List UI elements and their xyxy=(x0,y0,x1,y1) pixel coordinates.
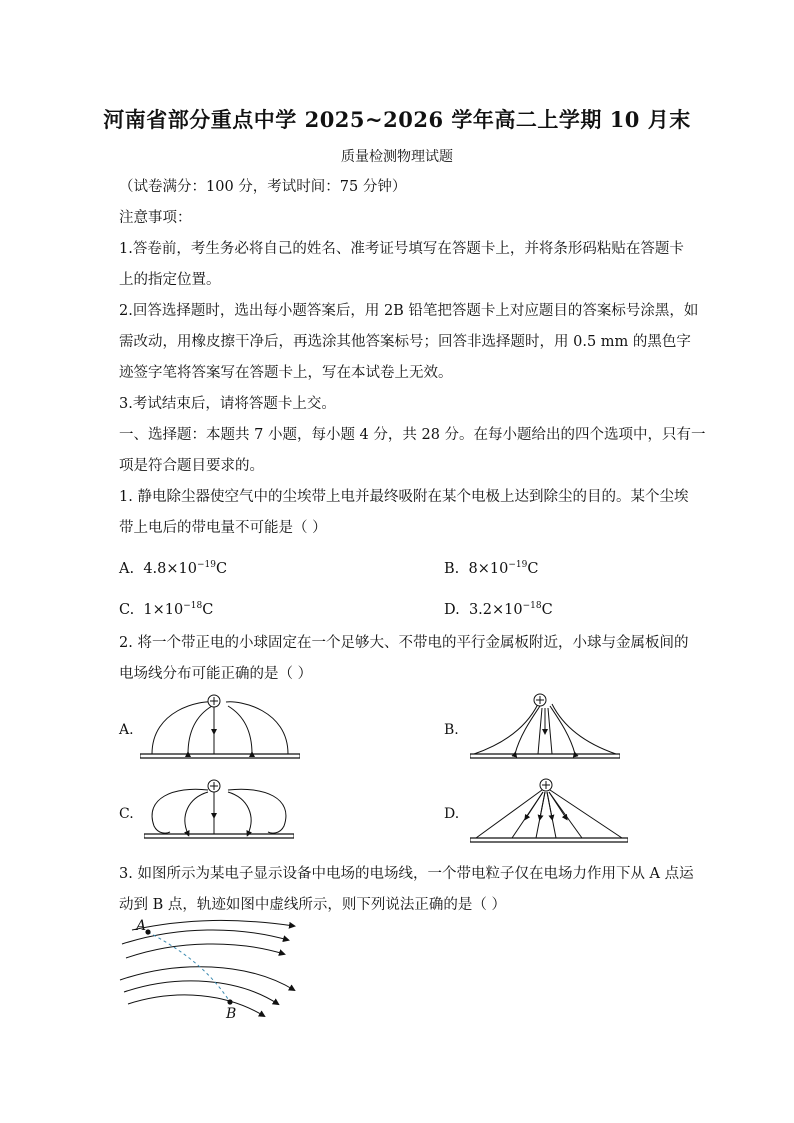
q2-diagram-b xyxy=(470,690,620,766)
q2-label-d: D. xyxy=(444,806,460,822)
q3-point-b-label: B xyxy=(226,1006,237,1022)
exam-subtitle: 质量检测物理试题 xyxy=(341,149,453,165)
note-line: 3.考试结束后，请将答题卡上交。 xyxy=(119,396,336,412)
q2-stem: 2. 将一个带正电的小球固定在一个足够大、不带电的平行金属板附近，小球与金属板间的 xyxy=(119,635,689,651)
q3-stem-cont: 动到 B 点，轨迹如图中虚线所示，则下列说法正确的是（ ） xyxy=(119,897,506,913)
q2-stem-cont: 电场线分布可能正确的是（ ） xyxy=(119,666,313,682)
q2-label-a: A. xyxy=(119,722,134,738)
exam-info: （试卷满分：100 分，考试时间：75 分钟） xyxy=(119,179,407,195)
note-line: 2.回答选择题时，选出每小题答案后，用 2B 铅笔把答题卡上对应题目的答案标号涂黑，如 xyxy=(119,303,699,319)
note-line: 迹签字笔将答案写在答题卡上，写在本试卷上无效。 xyxy=(119,365,453,381)
note-line: 上的指定位置。 xyxy=(119,272,221,288)
note-line: 1.答卷前，考生务必将自己的姓名、准考证号填写在答题卡上，并将条形码粘贴在答题卡 xyxy=(119,241,684,257)
q2-label-b: B. xyxy=(444,722,459,738)
section-heading: 一、选择题：本题共 7 小题，每小题 4 分，共 28 分。在每小题给出的四个选项中，只有一 xyxy=(119,427,706,443)
section-heading-cont: 项是符合题目要求的。 xyxy=(119,458,264,474)
q1-option-a: A. $4.8\times 10^{-19}C$ xyxy=(119,560,228,577)
exam-title: 河南省部分重点中学 2025~2026 学年高二上学期 10 月末 xyxy=(103,107,691,132)
notes-heading: 注意事项： xyxy=(119,210,192,226)
q3-point-a-label: A xyxy=(136,918,147,934)
q1-stem-cont: 带上电后的带电量不可能是（ ） xyxy=(119,520,327,536)
q1-option-d: D. $3.2\times 10^{-18}C$ xyxy=(444,601,553,618)
q1-option-b: B. $8\times 10^{-19}C$ xyxy=(444,560,539,577)
q1-stem: 1. 静电除尘器使空气中的尘埃带上电并最终吸附在某个电极上达到除尘的目的。某个尘埃 xyxy=(119,489,689,505)
q2-diagram-c xyxy=(144,776,294,846)
q2-diagram-a xyxy=(140,690,300,766)
note-line: 需改动，用橡皮擦干净后，再选涂其他答案标号；回答非选择题时，用 0.5 mm 的黑色字 xyxy=(119,334,691,350)
q1-option-c: C. $1\times 10^{-18}C$ xyxy=(119,601,214,618)
q2-label-c: C. xyxy=(119,806,134,822)
q3-stem: 3. 如图所示为某电子显示设备中电场的电场线，一个带电粒子仅在电场力作用下从 A 点运 xyxy=(119,866,694,882)
q2-diagram-d xyxy=(470,776,628,848)
